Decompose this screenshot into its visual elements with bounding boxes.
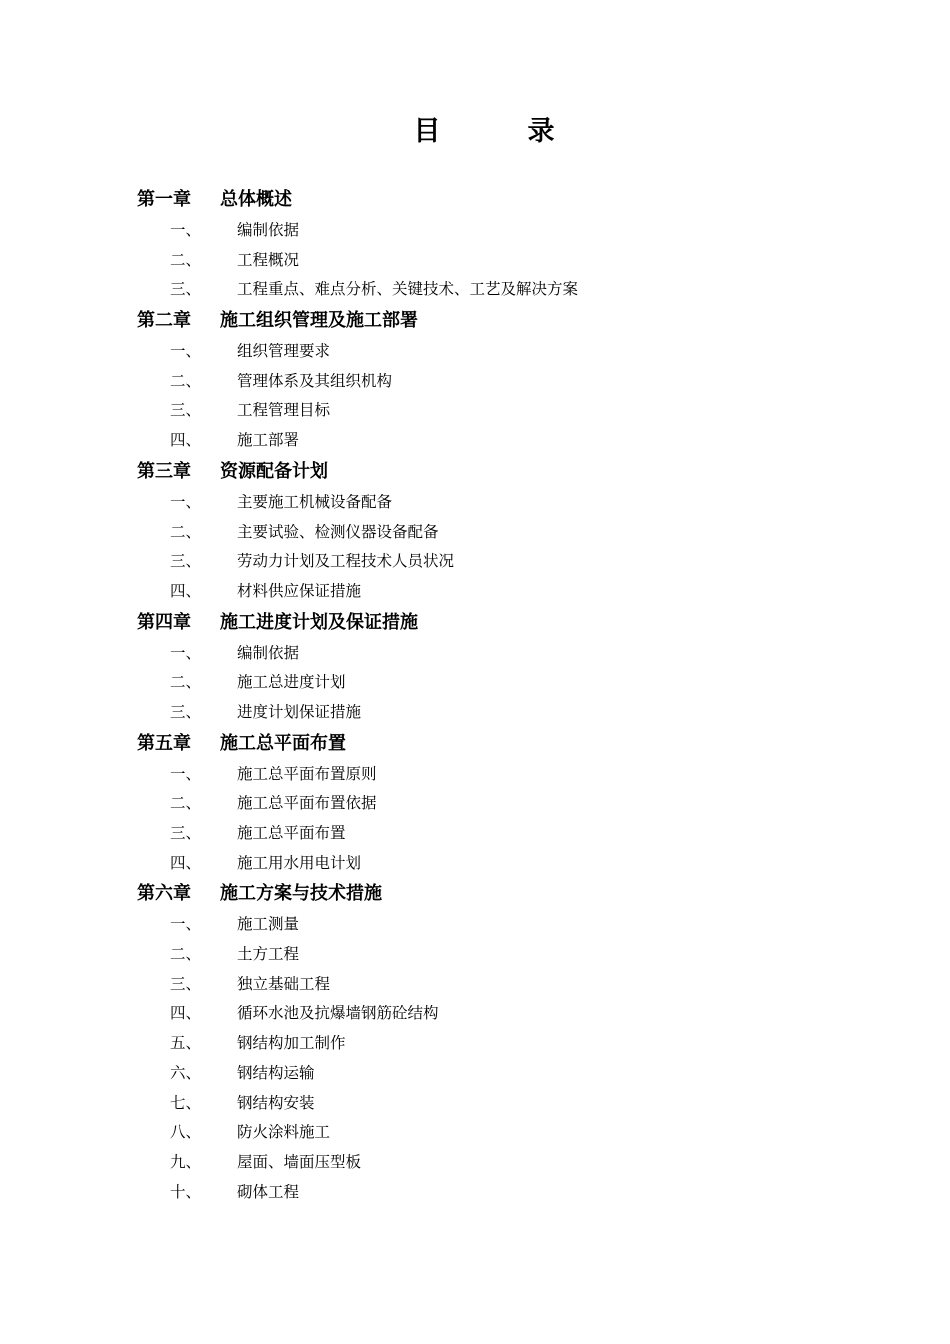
toc-section-entry[interactable]	[137, 488, 897, 518]
toc-section-entry[interactable]	[137, 940, 897, 970]
chapter-title: 施工总平面布置	[220, 732, 346, 754]
chapter-number: 第六章	[137, 883, 191, 905]
section-number: 八、	[170, 1123, 202, 1142]
section-title: 施工部署	[237, 431, 300, 450]
section-number: 一、	[170, 915, 202, 934]
section-title: 工程重点、难点分析、关键技术、工艺及解决方案	[237, 280, 579, 299]
section-number: 三、	[170, 280, 202, 299]
section-title: 施工总平面布置	[237, 824, 346, 842]
toc-chapter-entry[interactable]	[137, 305, 897, 337]
section-number: 一、	[170, 221, 202, 239]
toc-section-entry[interactable]	[137, 849, 897, 879]
toc-chapter-entry[interactable]	[137, 184, 897, 216]
section-title: 施工总平面布置原则	[237, 764, 377, 783]
section-title: 钢结构运输	[237, 1063, 315, 1082]
toc-section-entry[interactable]	[137, 970, 897, 1000]
chapter-title: 资源配备计划	[220, 460, 328, 482]
toc-section-entry[interactable]	[137, 1089, 897, 1119]
toc-section-entry[interactable]	[137, 547, 897, 577]
toc-section-entry[interactable]	[137, 396, 897, 426]
section-number: 七、	[170, 1093, 202, 1112]
section-number: 十、	[170, 1182, 202, 1201]
section-number: 五、	[170, 1034, 202, 1053]
toc-section-entry[interactable]	[137, 367, 897, 397]
toc-section-entry[interactable]	[137, 1178, 897, 1208]
section-number: 一、	[170, 764, 202, 783]
section-title: 编制依据	[237, 643, 300, 662]
chapter-title: 施工方案与技术措施	[220, 883, 382, 905]
toc-section-entry[interactable]	[137, 1059, 897, 1089]
page-title: 目 录	[413, 116, 585, 147]
toc-section-entry[interactable]	[137, 819, 897, 849]
toc-chapter-entry[interactable]	[137, 728, 897, 760]
toc-section-entry[interactable]	[137, 668, 897, 698]
section-number: 三、	[170, 824, 202, 842]
section-title: 施工测量	[237, 915, 300, 934]
section-title: 编制依据	[237, 221, 300, 239]
chapter-title: 总体概述	[220, 189, 292, 210]
section-number: 三、	[170, 552, 202, 571]
section-title: 施工总进度计划	[237, 673, 346, 692]
toc-section-entry[interactable]	[137, 1118, 897, 1148]
section-title: 管理体系及其组织机构	[237, 371, 393, 390]
section-title: 土方工程	[237, 945, 300, 964]
chapter-number: 第三章	[137, 460, 191, 482]
table-of-contents	[137, 184, 897, 1207]
toc-section-entry[interactable]	[137, 698, 897, 728]
toc-chapter-entry[interactable]	[137, 456, 897, 488]
toc-section-entry[interactable]	[137, 337, 897, 367]
section-number: 二、	[170, 673, 202, 692]
section-title: 进度计划保证措施	[237, 702, 362, 721]
toc-section-entry[interactable]	[137, 246, 897, 276]
toc-section-entry[interactable]	[137, 1029, 897, 1059]
section-number: 一、	[170, 492, 202, 511]
section-title: 防火涂料施工	[237, 1123, 331, 1142]
section-title: 砌体工程	[237, 1182, 300, 1201]
section-number: 二、	[170, 522, 202, 541]
toc-section-entry[interactable]	[137, 910, 897, 940]
toc-chapter-entry[interactable]	[137, 607, 897, 639]
section-title: 独立基础工程	[237, 974, 331, 993]
chapter-title: 施工进度计划及保证措施	[220, 611, 418, 633]
toc-section-entry[interactable]	[137, 426, 897, 456]
section-number: 二、	[170, 794, 202, 813]
section-title: 组织管理要求	[237, 342, 331, 361]
section-number: 三、	[170, 401, 202, 420]
section-title: 劳动力计划及工程技术人员状况	[237, 552, 455, 571]
toc-section-entry[interactable]	[137, 518, 897, 548]
section-number: 一、	[170, 342, 202, 361]
section-number: 四、	[170, 853, 202, 872]
section-number: 四、	[170, 581, 202, 600]
toc-section-entry[interactable]	[137, 999, 897, 1029]
section-number: 三、	[170, 974, 202, 993]
section-title: 施工总平面布置依据	[237, 794, 377, 813]
toc-section-entry[interactable]	[137, 216, 897, 246]
toc-chapter-entry[interactable]	[137, 878, 897, 910]
section-title: 钢结构安装	[237, 1093, 315, 1112]
section-number: 四、	[170, 431, 202, 450]
section-number: 九、	[170, 1152, 202, 1171]
section-title: 钢结构加工制作	[237, 1034, 346, 1053]
chapter-number: 第五章	[137, 732, 191, 754]
section-title: 屋面、墙面压型板	[237, 1152, 362, 1171]
section-number: 一、	[170, 643, 202, 662]
toc-section-entry[interactable]	[137, 760, 897, 790]
section-number: 二、	[170, 250, 202, 269]
chapter-title: 施工组织管理及施工部署	[220, 310, 418, 332]
chapter-number: 第二章	[137, 310, 191, 332]
toc-section-entry[interactable]	[137, 639, 897, 669]
section-title: 工程概况	[237, 250, 300, 269]
toc-section-entry[interactable]	[137, 1148, 897, 1178]
chapter-number: 第四章	[137, 611, 191, 633]
chapter-number: 第一章	[137, 189, 191, 210]
section-number: 六、	[170, 1063, 202, 1082]
toc-section-entry[interactable]	[137, 789, 897, 819]
section-title: 施工用水用电计划	[237, 853, 362, 872]
section-title: 工程管理目标	[237, 401, 331, 420]
section-title: 主要试验、检测仪器设备配备	[237, 522, 439, 541]
section-number: 二、	[170, 945, 202, 964]
section-number: 三、	[170, 702, 202, 721]
section-title: 循环水池及抗爆墙钢筋砼结构	[237, 1004, 439, 1023]
section-number: 二、	[170, 371, 202, 390]
section-title: 材料供应保证措施	[237, 581, 362, 600]
toc-section-entry[interactable]	[137, 577, 897, 607]
section-title: 主要施工机械设备配备	[237, 492, 393, 511]
toc-section-entry[interactable]	[137, 275, 897, 305]
section-number: 四、	[170, 1004, 202, 1023]
